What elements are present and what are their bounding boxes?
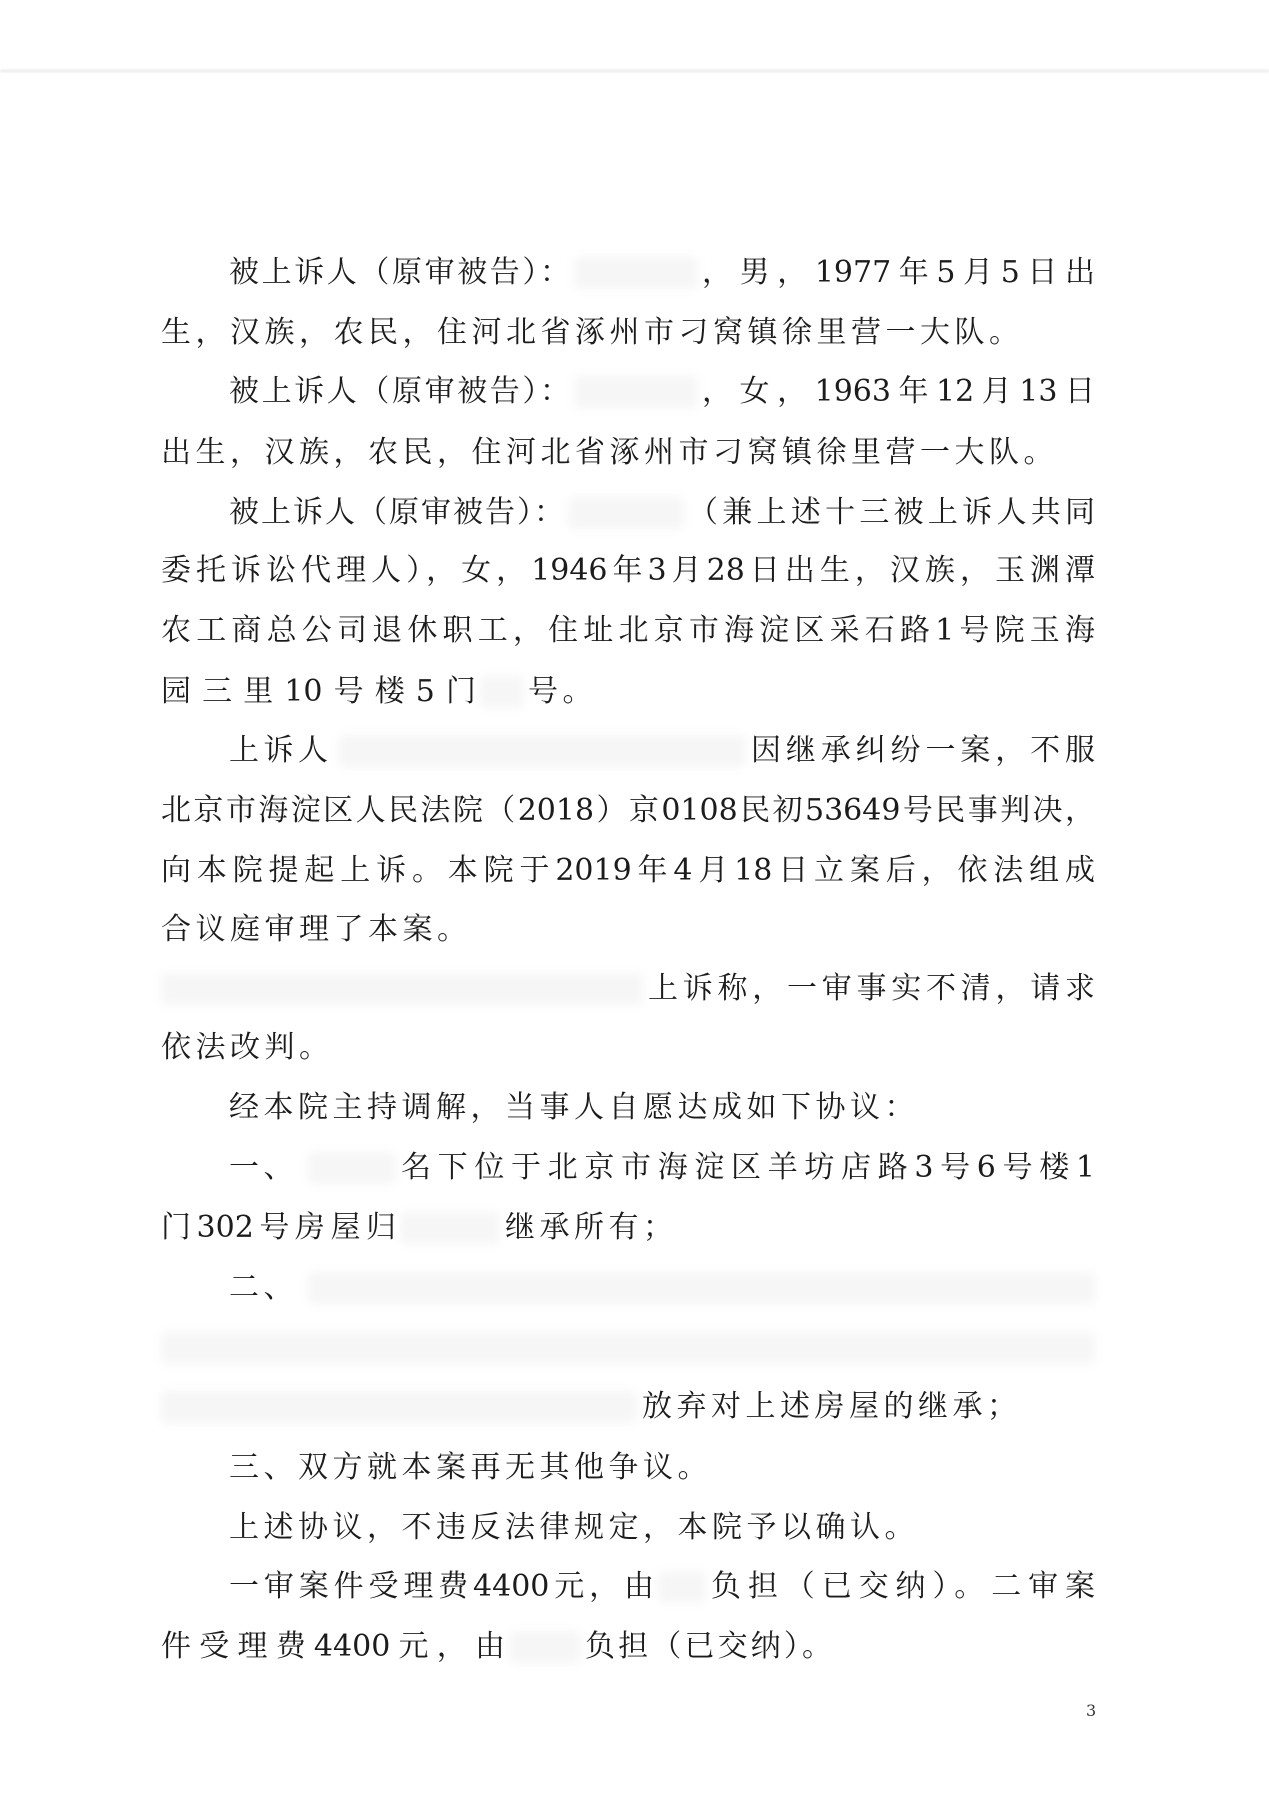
text-segment: 生，汉族，农民，住河北省涿州市刁窝镇徐里营一大队。: [161, 315, 1024, 350]
text-line: [0, 1028, 1269, 1068]
text-segment: 号。: [528, 674, 597, 709]
redacted-block: [161, 1391, 637, 1423]
text-line: [0, 731, 1269, 771]
text-segment: 一、: [229, 1150, 298, 1185]
text-segment: 放弃对上述房屋的继承；: [642, 1389, 1022, 1424]
text-segment: 因继承纠纷一案，不服: [751, 733, 1095, 768]
text-segment: 被上诉人（原审被告）：: [229, 374, 570, 409]
text-segment: （兼上述十三被上诉人共同: [688, 495, 1095, 530]
text-line: [0, 1508, 1269, 1548]
text-line: [0, 433, 1269, 473]
text-segment: 依法改判。: [161, 1030, 334, 1065]
text-line: [0, 1387, 1269, 1427]
redacted-block: [308, 1152, 396, 1184]
text-line: [0, 791, 1269, 831]
text-segment: 上诉人: [229, 733, 333, 768]
text-segment: 园三里10号楼5门: [161, 674, 476, 709]
text-segment: 被上诉人（原审被告）：: [229, 255, 570, 290]
text-line: [0, 1328, 1269, 1368]
text-line: [0, 611, 1269, 651]
text-line: [0, 1567, 1269, 1607]
text-line: [0, 1208, 1269, 1248]
redacted-block: [574, 257, 698, 289]
page-number: 3: [1086, 1701, 1097, 1720]
text-line: [0, 851, 1269, 891]
text-segment: 农工商总公司退休职工，住址北京市海淀区采石路1号院玉海: [161, 613, 1095, 648]
text-segment: 向本院提起上诉。本院于2019年4月18日立案后，依法组成: [161, 853, 1095, 888]
text-line: [0, 1088, 1269, 1128]
redacted-block: [574, 376, 698, 408]
text-line: [0, 1148, 1269, 1188]
text-segment: 三、双方就本案再无其他争议。: [229, 1450, 712, 1485]
text-line: [0, 910, 1269, 950]
text-segment: 经本院主持调解，当事人自愿达成如下协议：: [229, 1090, 919, 1125]
text-segment: 负担（已交纳）。二审案: [711, 1569, 1095, 1604]
redacted-block: [338, 735, 746, 767]
text-line: [0, 969, 1269, 1009]
text-segment: 出生，汉族，农民，住河北省涿州市刁窝镇徐里营一大队。: [161, 435, 1058, 470]
text-line: [0, 493, 1269, 533]
text-line: [0, 1268, 1269, 1308]
redacted-block: [400, 1212, 500, 1244]
text-segment: 负担（已交纳）。: [585, 1629, 832, 1664]
text-line: [0, 1627, 1269, 1667]
redacted-block: [509, 1631, 581, 1663]
text-segment: ，女，1963年12月13日: [702, 374, 1095, 409]
redacted-block: [480, 676, 524, 708]
text-segment: 上诉称，一审事实不清，请求: [648, 971, 1095, 1006]
redacted-block: [308, 1272, 1095, 1304]
scan-edge: [0, 70, 1269, 72]
redacted-block: [658, 1571, 706, 1603]
text-segment: 继承所有；: [505, 1210, 678, 1245]
redacted-block: [161, 1332, 1095, 1364]
redacted-block: [161, 973, 643, 1005]
text-segment: 二、: [229, 1270, 298, 1305]
text-line: [0, 372, 1269, 412]
text-segment: 北京市海淀区人民法院（2018）京0108民初53649号民事判决，: [161, 793, 1095, 828]
text-segment: 委托诉讼代理人），女，1946年3月28日出生，汉族，玉渊潭: [161, 553, 1095, 588]
text-segment: 名下位于北京市海淀区羊坊店路3号6号楼1: [401, 1150, 1095, 1185]
text-segment: 门302号房屋归: [161, 1210, 396, 1245]
text-segment: 上述协议，不违反法律规定，本院予以确认。: [229, 1510, 919, 1545]
text-segment: 合议庭审理了本案。: [161, 912, 472, 947]
text-line: [0, 672, 1269, 712]
redacted-block: [568, 497, 684, 529]
text-segment: 被上诉人（原审被告）：: [229, 495, 564, 530]
text-line: [0, 551, 1269, 591]
text-segment: ，男，1977年5月5日出: [702, 255, 1095, 290]
text-segment: 一审案件受理费4400元，由: [229, 1569, 654, 1604]
text-line: [0, 1448, 1269, 1488]
text-segment: 件受理费4400元，由: [161, 1629, 505, 1664]
text-line: [0, 253, 1269, 293]
text-line: [0, 313, 1269, 353]
